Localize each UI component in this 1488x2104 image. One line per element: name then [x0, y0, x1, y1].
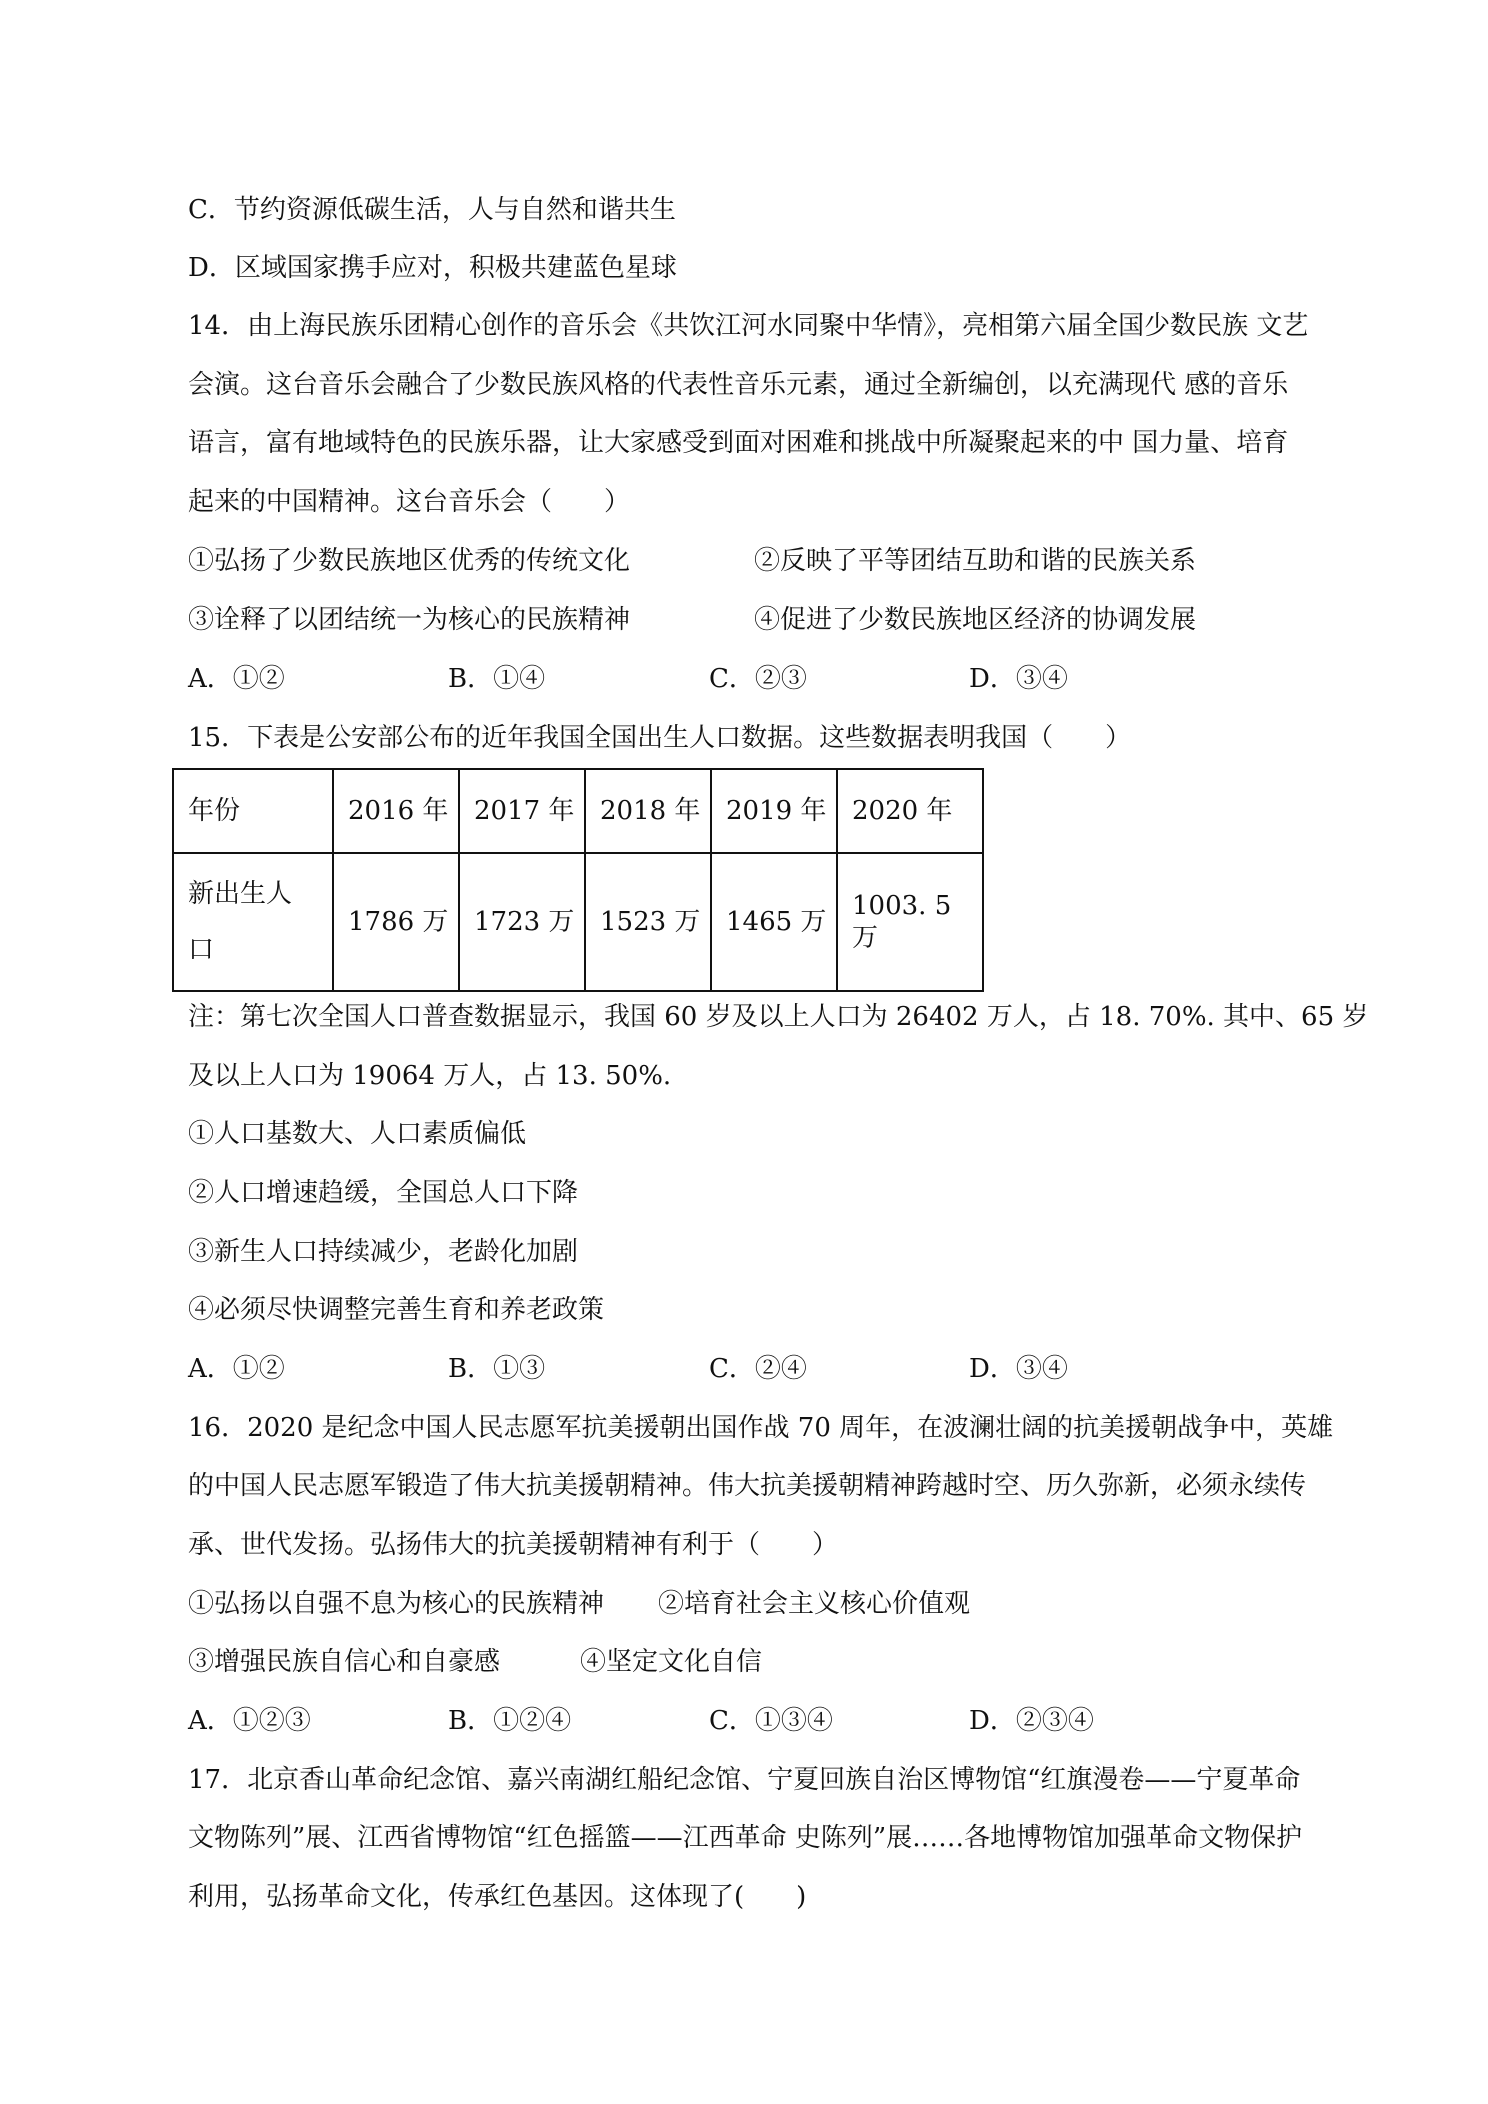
q13-option-d: D．区域国家携手应对，积极共建蓝色星球 [188, 253, 677, 283]
table-cell-2020: 1003. 5 万 [837, 853, 983, 991]
table-header-row [173, 769, 983, 853]
q14-stem-line-1: 14．由上海民族乐团精心创作的音乐会《共饮江河水同聚中华情》，亮相第六届全国少数民族 文艺 [188, 311, 1309, 341]
q15-item-1: ①人口基数大、人口素质偏低 [188, 1119, 527, 1149]
q14-choice-d: D．③④ [969, 664, 1068, 694]
q17-stem-line-3: 利用，弘扬革命文化，传承红色基因。这体现了( ) [188, 1882, 807, 1912]
q16-choice-c: C．①③④ [709, 1706, 833, 1736]
table-cell-2018: 1523 万 [585, 853, 711, 991]
q14-item-4: ④促进了少数民族地区经济的协调发展 [754, 605, 1197, 635]
q15-choice-d: D．③④ [969, 1354, 1068, 1384]
q16-stem-line-3: 承、世代发扬。弘扬伟大的抗美援朝精神有利于（ ） [188, 1530, 839, 1560]
q16-choice-b: B．①②④ [448, 1706, 572, 1736]
q14-stem-line-4: 起来的中国精神。这台音乐会（ ） [188, 487, 631, 517]
q14-choice-c: C．②③ [709, 664, 807, 694]
q16-stem-line-1: 16．2020 是纪念中国人民志愿军抗美援朝出国作战 70 周年，在波澜壮阔的抗美援朝战争中，英雄 [188, 1413, 1334, 1443]
q14-choice-a: A．①② [188, 664, 285, 694]
q15-note-line-1: 注：第七次全国人口普查数据显示，我国 60 岁及以上人口为 26402 万人，占 18. 70%. 其中、65 岁 [188, 1002, 1369, 1032]
q14-choice-b: B．①④ [448, 664, 546, 694]
table-header-year: 年份 [173, 769, 333, 853]
table-row-label: 新出生人口 [188, 879, 293, 965]
q15-note-line-2: 及以上人口为 19064 万人，占 13. 50%. [188, 1061, 672, 1091]
q14-stem-line-2: 会演。这台音乐会融合了少数民族风格的代表性音乐元素，通过全新编创，以充满现代 感的音乐 [188, 370, 1289, 400]
q16-choice-a: A．①②③ [188, 1706, 311, 1736]
table-header-2018: 2018 年 [585, 769, 711, 853]
q16-item-4: ④坚定文化自信 [580, 1647, 763, 1677]
table-header-2020: 2020 年 [837, 769, 983, 853]
q16-item-3: ③增强民族自信心和自豪感 [188, 1647, 501, 1677]
q15-item-2: ②人口增速趋缓，全国总人口下降 [188, 1178, 579, 1208]
q16-stem-line-2: 的中国人民志愿军锻造了伟大抗美援朝精神。伟大抗美援朝精神跨越时空、历久弥新，必须永续传 [188, 1471, 1307, 1501]
q15-item-3: ③新生人口持续减少，老龄化加剧 [188, 1237, 579, 1267]
q14-item-2: ②反映了平等团结互助和谐的民族关系 [754, 546, 1197, 576]
q17-stem-line-2: 文物陈列”展、江西省博物馆“红色摇篮——江西革命 史陈列”展……各地博物馆加强革命文物保护 [188, 1823, 1303, 1853]
q13-option-c: C．节约资源低碳生活，人与自然和谐共生 [188, 195, 676, 225]
table-row [173, 853, 983, 991]
table-cell-2017: 1723 万 [459, 853, 585, 991]
q17-stem-line-1: 17．北京香山革命纪念馆、嘉兴南湖红船纪念馆、宁夏回族自治区博物馆“红旗漫卷——宁夏革命 [188, 1765, 1301, 1795]
table-header-2016: 2016 年 [333, 769, 459, 853]
q15-stem: 15．下表是公安部公布的近年我国全国出生人口数据。这些数据表明我国（ ） [188, 723, 1132, 753]
q15-choice-b: B．①③ [448, 1354, 546, 1384]
q16-choice-d: D．②③④ [969, 1706, 1094, 1736]
birth-population-table [172, 768, 984, 992]
table-header-2017: 2017 年 [459, 769, 585, 853]
q15-choice-c: C．②④ [709, 1354, 807, 1384]
q14-stem-line-3: 语言，富有地域特色的民族乐器，让大家感受到面对困难和挑战中所凝聚起来的中 国力量、培育 [188, 428, 1289, 458]
table-cell-2016: 1786 万 [333, 853, 459, 991]
q16-item-2: ②培育社会主义核心价值观 [658, 1589, 971, 1619]
q14-item-3: ③诠释了以团结统一为核心的民族精神 [188, 605, 631, 635]
q16-item-1: ①弘扬以自强不息为核心的民族精神 [188, 1589, 605, 1619]
table-cell-2019: 1465 万 [711, 853, 837, 991]
q15-item-4: ④必须尽快调整完善生育和养老政策 [188, 1295, 605, 1325]
q14-item-1: ①弘扬了少数民族地区优秀的传统文化 [188, 546, 631, 576]
table-header-2019: 2019 年 [711, 769, 837, 853]
q15-choice-a: A．①② [188, 1354, 285, 1384]
